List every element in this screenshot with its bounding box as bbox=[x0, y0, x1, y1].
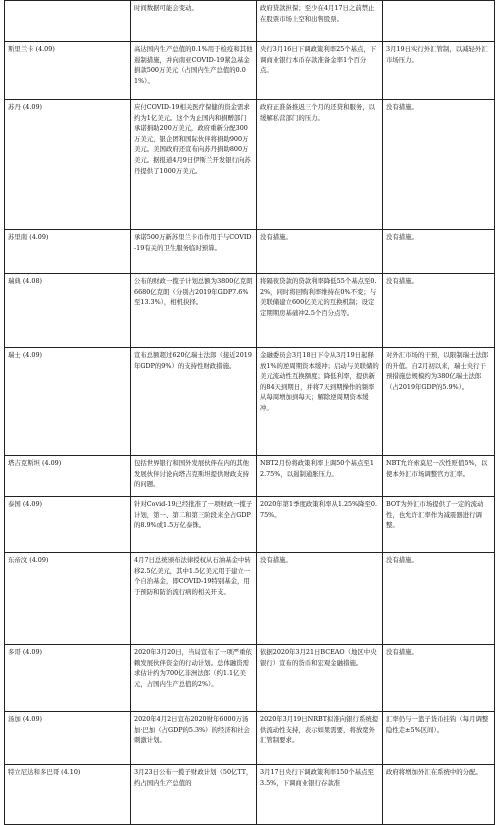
monetary-measures-cell: 没有措施。 bbox=[257, 553, 383, 645]
fx-measures-cell: NBT允许索莫尼一次性贬值5%，以使本外汇市场调整官方汇率。 bbox=[383, 456, 495, 497]
table-body bbox=[5, 1, 495, 825]
country-cell: 泰国 (4.09) bbox=[5, 497, 131, 553]
country-cell: 多哥 (4.09) bbox=[5, 645, 131, 712]
fiscal-measures-cell: 4月7日总统颁布法律授权从石油基金中转移2.5亿美元，其中1.5亿美元用于建立一个自治基金，即COVID-19特别基金，用于预防和防治流行病的相关开支。 bbox=[131, 553, 257, 645]
country-cell: 苏丹 (4.09) bbox=[5, 100, 131, 230]
fiscal-measures-cell: 针对Covid-19已经批准了一项财政一揽子计划，第一、第二和第三阶段来全占GDP的8.9%或1.5万亿泰铢。 bbox=[131, 497, 257, 553]
fx-measures-cell: BOT为外汇市场提供了一定的流动性，也允许汇率作为减震器进行调整。 bbox=[383, 497, 495, 553]
table-row bbox=[5, 1, 495, 42]
table-row bbox=[5, 230, 495, 274]
country-cell: 瑞士 (4.09) bbox=[5, 348, 131, 456]
fiscal-measures-cell: 承诺500万新苏里兰卡币作用于与COVID-19有关的卫生服务临时预算。 bbox=[131, 230, 257, 274]
table-row bbox=[5, 645, 495, 712]
monetary-measures-cell: 2020年3月19日NRBT拟准向银行系统提供流动性支持，表示如果需要，将放宽外汇管制要求。 bbox=[257, 712, 383, 765]
country-cell: 汤加 (4.09) bbox=[5, 712, 131, 765]
monetary-measures-cell: 央行3月16日下调政策利率25个基点，下调商业银行本币存款准备金率1个百分点。 bbox=[257, 42, 383, 100]
monetary-measures-cell: 3月17日央行下调政策利率150个基点至3.5%，下调商业银行存款准 bbox=[257, 765, 383, 825]
fx-measures-cell: 没有措施。 bbox=[383, 274, 495, 348]
country-cell: 特立尼达和多巴哥 (4.10) bbox=[5, 765, 131, 825]
fx-measures-cell: 政府将增加外汇在系统中的分配。 bbox=[383, 765, 495, 825]
country-cell: 塔吉克斯坦 (4.09) bbox=[5, 456, 131, 497]
country-cell: 瑞典 (4.08) bbox=[5, 274, 131, 348]
policy-measures-table bbox=[4, 0, 495, 825]
fiscal-measures-cell: 包括世界银行和国外发展伙伴在内的其他发展伙伴讨论向塔吉克斯坦提供财政支持的问题。 bbox=[131, 456, 257, 497]
fx-measures-cell: 没有措施。 bbox=[383, 645, 495, 712]
fx-measures-cell: 没有措施。 bbox=[383, 230, 495, 274]
table-row bbox=[5, 553, 495, 645]
fiscal-measures-cell: 公布的财政一揽子计划总额为3800亿克朗6680亿克朗（分别占2019年GDP7.6%至13.3%），相机抉择。 bbox=[131, 274, 257, 348]
table-row bbox=[5, 497, 495, 553]
monetary-measures-cell: 将隔夜贷款的贷款利率降低55个基点至0.2%，同时将回购利率维持在0%不变；与美联储建立600亿美元的互换机制；设定定期期房基础冲2.5个百分点等。 bbox=[257, 274, 383, 348]
country-cell: 苏里南 (4.09) bbox=[5, 230, 131, 274]
fiscal-measures-cell: 应付COVID-19相关医疗保健的资金需求约为1亿美元。这个为止国内和捐赠部门承诺捐助200万美元，政府重新分配300万美元，银企团和国际伙伴将捐助900万美元。美国政府还宣布向苏丹捐助800万美元。据报道4月9日伊斯兰开发银行向苏丹提供了1000万美元。 bbox=[131, 100, 257, 230]
fx-measures-cell: 没有措施。 bbox=[383, 553, 495, 645]
monetary-measures-cell: NBT2月份将政策利率上调50个基点至12.75%，以遏制通胀压力。 bbox=[257, 456, 383, 497]
fiscal-measures-cell: 3月23日公布一揽子财政计划（50亿TT，约占国内生产总值的 bbox=[131, 765, 257, 825]
table-row bbox=[5, 765, 495, 825]
table-row bbox=[5, 456, 495, 497]
monetary-measures-cell: 金融委员会3月18日下令从3月19日起释放1%的逆周期资本缓冲；启动与美联储的美元流动性互换额度；降低利率，提供新的84天到期日，并将7天到期操作的频率从每周增加到每天；解除逆周期资本缓冲。 bbox=[257, 348, 383, 456]
monetary-measures-cell: 依据2020年3月21日BCEAO（地区中央银行）宣布的货币和宏观金融措施。 bbox=[257, 645, 383, 712]
table-row bbox=[5, 274, 495, 348]
country-cell bbox=[5, 1, 131, 42]
fx-measures-cell: 对外汇市场的干预，以限制瑞士法郎的升值。自2月初以来，瑞士央行干预措施总规模约为380亿瑞士法郎（占2019年GDP的5.9%）。 bbox=[383, 348, 495, 456]
fx-measures-cell: 汇率仍与一篮子货币挂钩（每月调整隐性走±5%区间）。 bbox=[383, 712, 495, 765]
fiscal-measures-cell: 2020年3月20日，当局宣布了一项严重依赖发展伙伴资金的行动计划。总体融资需求估计约为700亿非洲法郎（约1.1亿美元，占国内生产总值的2%）。 bbox=[131, 645, 257, 712]
table-row bbox=[5, 42, 495, 100]
monetary-measures-cell: 政府贷款担保；至少在4月17日之前禁止在股票市场上空和出售股票。 bbox=[257, 1, 383, 42]
table-row bbox=[5, 348, 495, 456]
fx-measures-cell bbox=[383, 1, 495, 42]
monetary-measures-cell: 2020年第1季度政策利率从1.25%降至0.75%。 bbox=[257, 497, 383, 553]
fx-measures-cell: 3月19日实行外汇管制，以减轻外汇市场压力。 bbox=[383, 42, 495, 100]
country-cell: 东帝汶 (4.09) bbox=[5, 553, 131, 645]
fiscal-measures-cell: 宣布总额超过620亿瑞士法郎（接近2019年GDP的9%）的支持性财政措施。 bbox=[131, 348, 257, 456]
monetary-measures-cell: 政府正准备推迟三个月的还贷和服务，以缓解私营部门的压力。 bbox=[257, 100, 383, 230]
fiscal-measures-cell: 时间数据可能会变动。 bbox=[131, 1, 257, 42]
fiscal-measures-cell: 高达国内生产总值的0.1%用于检疫和其他遏制措施，并向南亚COVID-19紧急基金捐款500万美元（占国内生产总值的0.01%）。 bbox=[131, 42, 257, 100]
table-row bbox=[5, 712, 495, 765]
table-row bbox=[5, 100, 495, 230]
fx-measures-cell: 没有措施。 bbox=[383, 100, 495, 230]
country-cell: 斯里兰卡 (4.09) bbox=[5, 42, 131, 100]
monetary-measures-cell: 没有措施。 bbox=[257, 230, 383, 274]
fiscal-measures-cell: 2020年4月2日宣布2020财年6000万汤加·巴加（占GDP的5.3%）的经济和社会刺激计划。 bbox=[131, 712, 257, 765]
